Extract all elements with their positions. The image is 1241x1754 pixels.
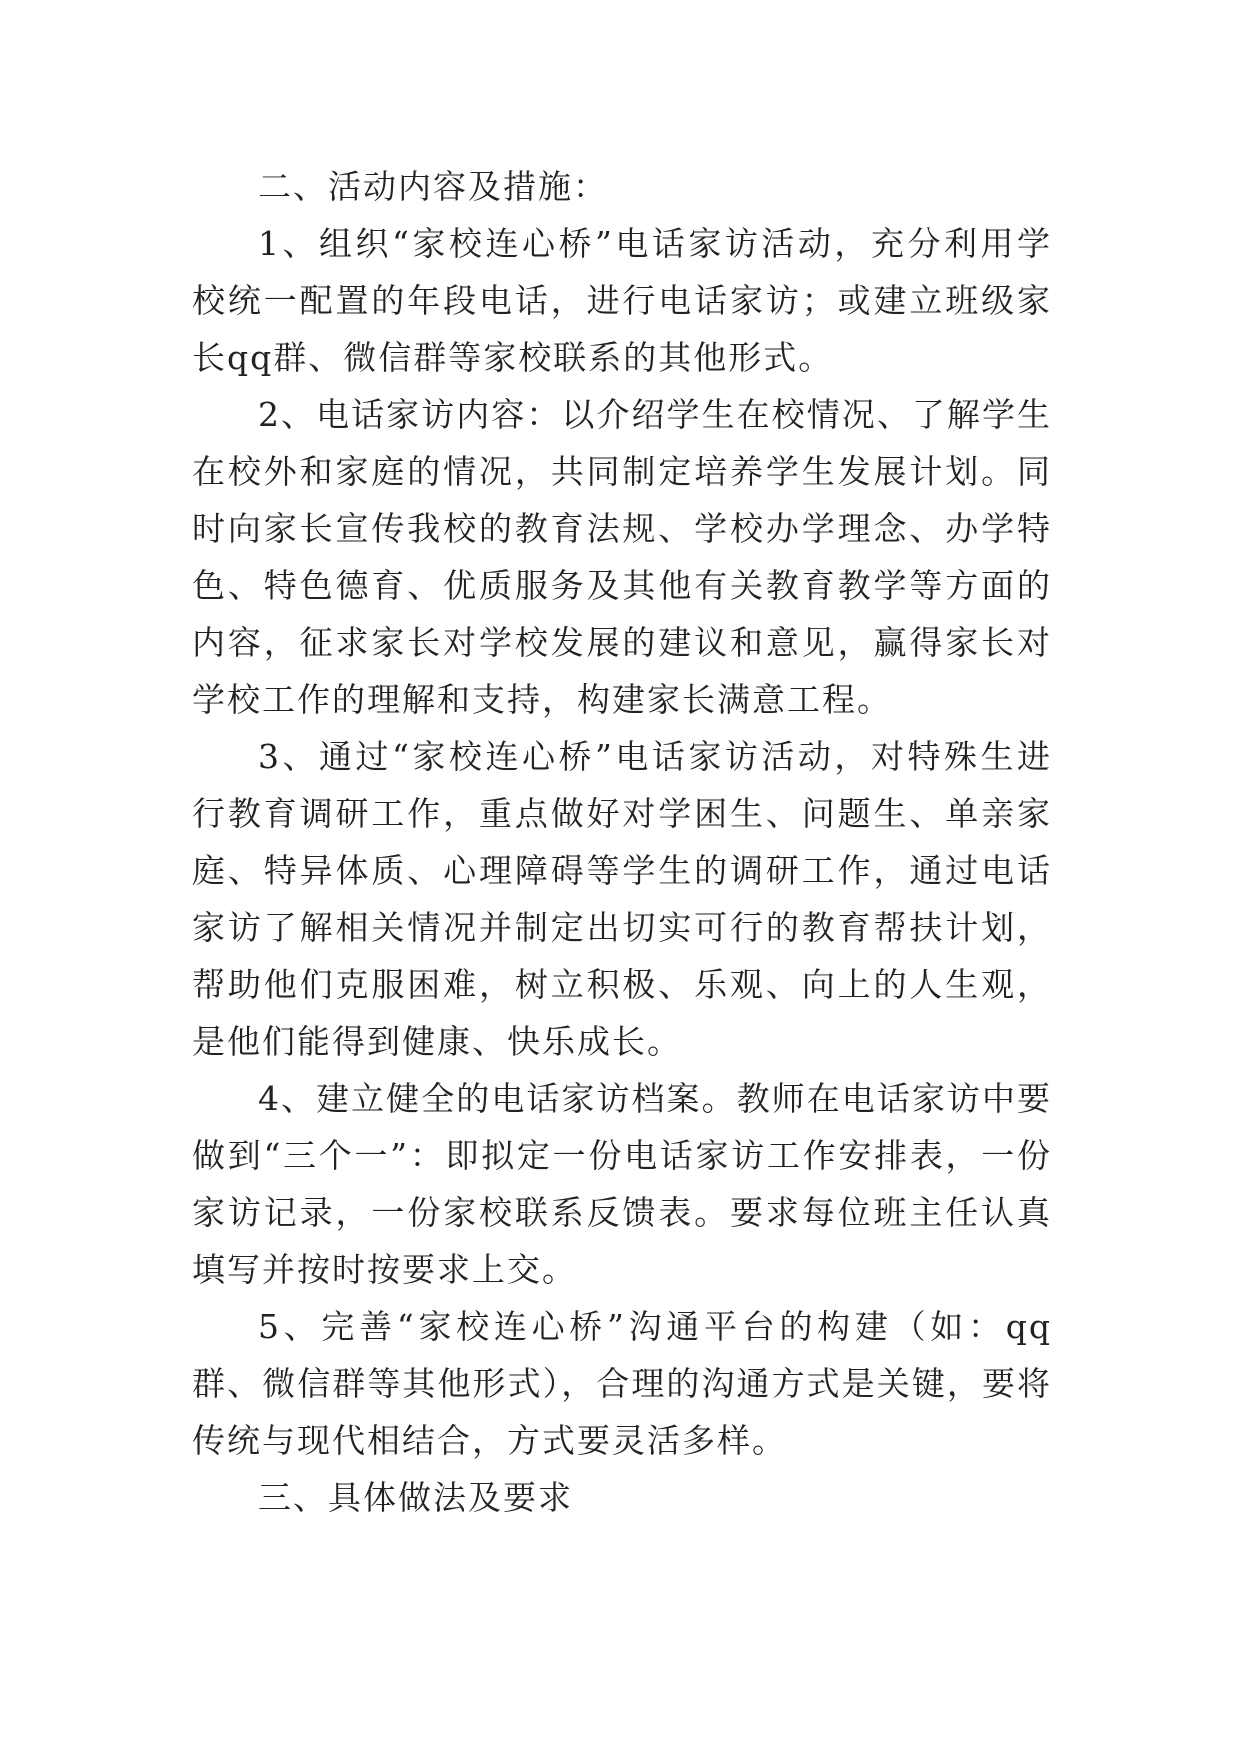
- paragraph-item-5: 5、完善“家校连心桥”沟通平台的构建（如：qq群、微信群等其他形式），合理的沟通方式是关键，要将传统与现代相结合，方式要灵活多样。: [192, 1307, 1052, 1460]
- section-heading-3: 三、具体做法及要求: [258, 1478, 573, 1517]
- paragraph-item-2: 2、电话家访内容：以介绍学生在校情况、了解学生在校外和家庭的情况，共同制定培养学生发展计划。同时向家长宣传我校的教育法规、学校办学理念、办学特色、特色德育、优质服务及其他有关教育教学等方面的内容，征求家长对学校发展的建议和意见，赢得家长对学校工作的理解和支持，构建家长满意工程。: [192, 395, 1052, 719]
- section-heading-2: 二、活动内容及措施：: [258, 167, 608, 206]
- document-body: [192, 158, 1052, 1526]
- paragraph-item-1: 1、组织“家校连心桥”电话家访活动，充分利用学校统一配置的年段电话，进行电话家访；或建立班级家长qq群、微信群等家校联系的其他形式。: [192, 224, 1052, 377]
- paragraph-item-4: 4、建立健全的电话家访档案。教师在电话家访中要做到“三个一”：即拟定一份电话家访工作安排表，一份家访记录，一份家校联系反馈表。要求每位班主任认真填写并按时按要求上交。: [192, 1079, 1052, 1289]
- paragraph-item-3: 3、通过“家校连心桥”电话家访活动，对特殊生进行教育调研工作，重点做好对学困生、问题生、单亲家庭、特异体质、心理障碍等学生的调研工作，通过电话家访了解相关情况并制定出切实可行的教育帮扶计划，帮助他们克服困难，树立积极、乐观、向上的人生观，是他们能得到健康、快乐成长。: [192, 737, 1052, 1061]
